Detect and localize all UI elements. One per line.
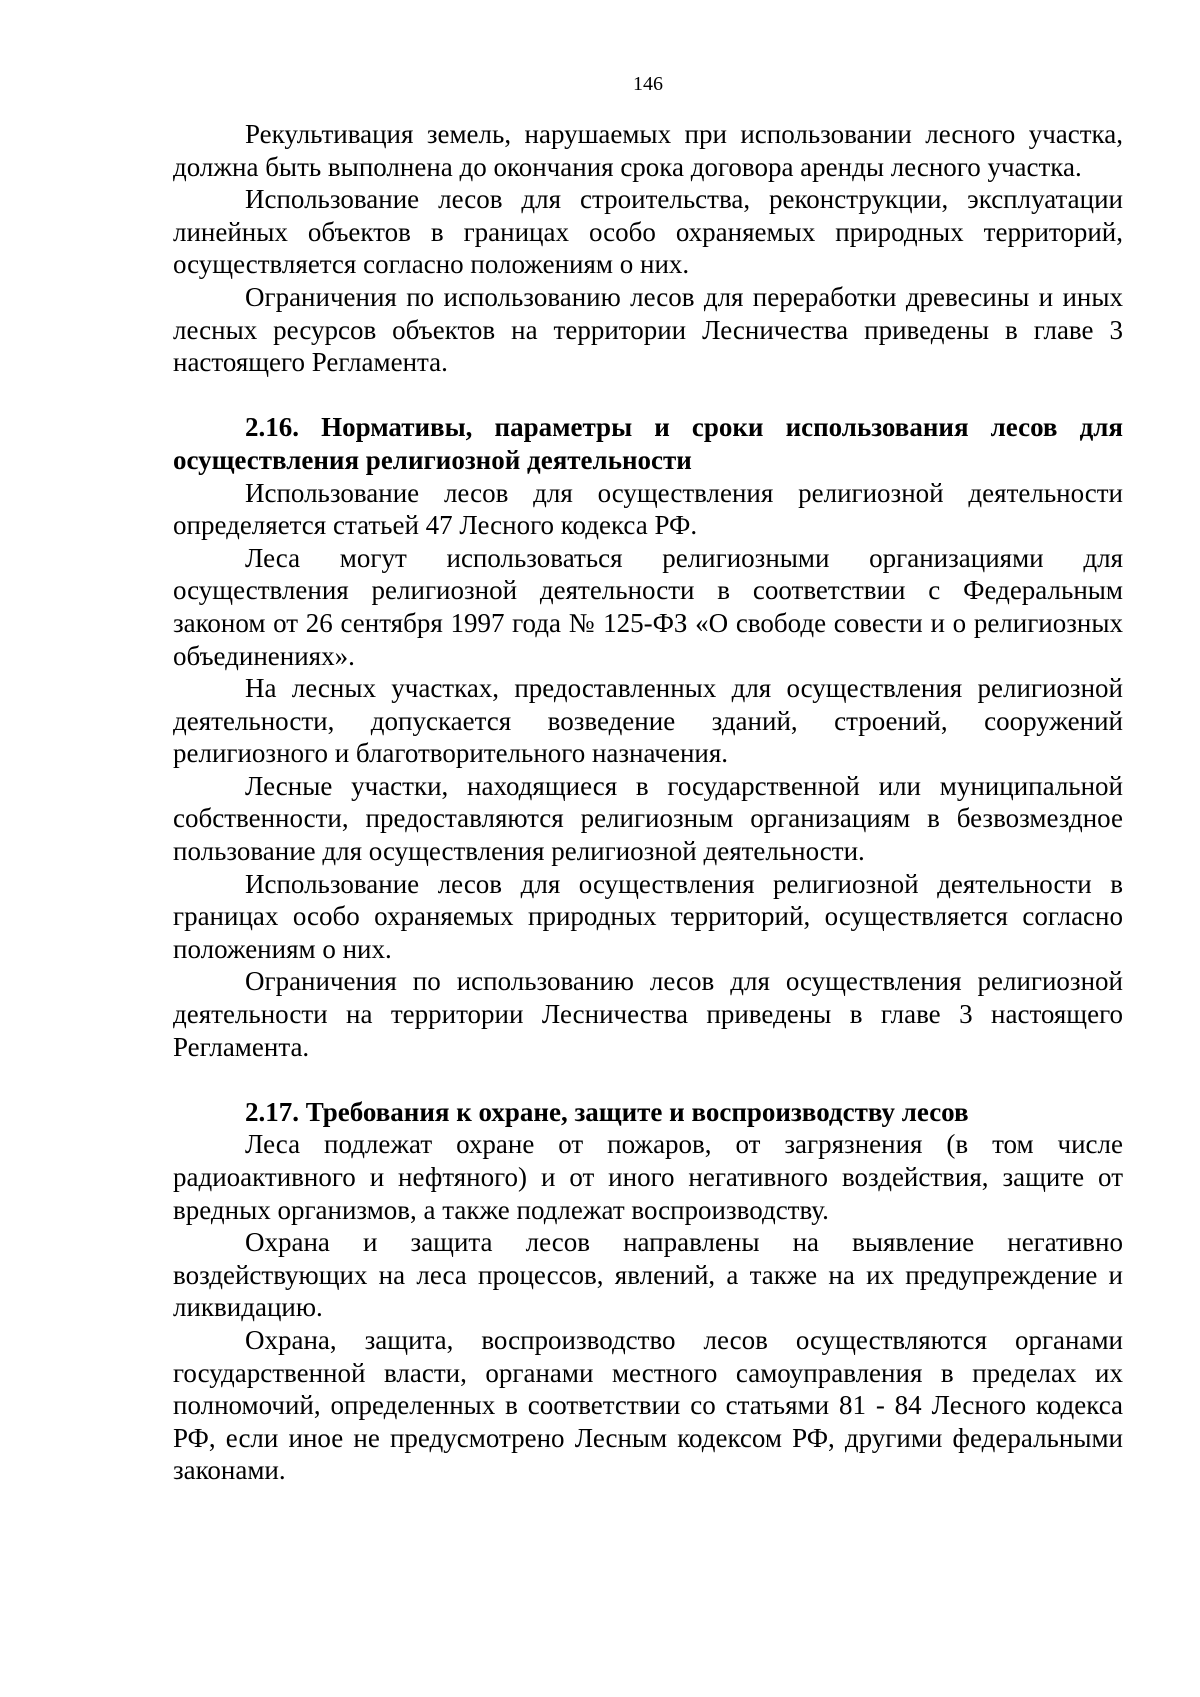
paragraph: Леса могут использоваться религиозными организациями для осуществления религиозной деятельности в соответствии с Федеральным законом от 26 сентября 1997 года № 125-ФЗ «О свободе совести и о религиозных объединениях». <box>173 542 1123 671</box>
paragraph: На лесных участках, предоставленных для осуществления религиозной деятельности, допускается возведение зданий, строений, сооружений религиозного и благотворительного назначения. <box>173 673 1123 769</box>
section-heading: 2.16. Нормативы, параметры и сроки использования лесов для осуществления религиозной деятельности <box>173 412 1123 475</box>
paragraph: Использование лесов для строительства, реконструкции, эксплуатации линейных объектов в границах особо охраняемых природных территорий, осуществляется согласно положениям о них. <box>173 184 1123 280</box>
paragraph: Использование лесов для осуществления религиозной деятельности определяется статьей 47 Лесного кодекса РФ. <box>173 477 1123 541</box>
paragraph: Охрана и защита лесов направлены на выявление негативно воздействующих на леса процессов, явлений, а также на их предупреждение и ликвидацию. <box>173 1227 1123 1323</box>
paragraph: Ограничения по использованию лесов для осуществления религиозной деятельности на территории Лесничества приведены в главе 3 настоящего Регламента. <box>173 966 1123 1062</box>
paragraph: Использование лесов для осуществления религиозной деятельности в границах особо охраняемых природных территорий, осуществляется согласно положениям о них. <box>173 868 1123 964</box>
paragraph: Лесные участки, находящиеся в государственной или муниципальной собственности, предоставляются религиозным организациям в безвозмездное пользование для осуществления религиозной деятельности. <box>173 770 1123 867</box>
paragraph: Леса подлежат охране от пожаров, от загрязнения (в том числе радиоактивного и нефтяного) и от иного негативного воздействия, защите от вредных организмов, а также подлежат воспроизводству. <box>173 1129 1123 1225</box>
paragraph: Рекультивация земель, нарушаемых при использовании лесного участка, должна быть выполнена до окончания срока договора аренды лесного участка. <box>173 119 1123 182</box>
paragraph: Охрана, защита, воспроизводство лесов осуществляются органами государственной власти, органами местного самоуправления в пределах их полномочий, определенных в соответствии со статьями 81 - 84 Лесного кодекса РФ, если иное не предусмотрено Лесным кодексом РФ, другими федеральными законами. <box>173 1324 1123 1486</box>
document-body <box>173 118 1123 1487</box>
section-heading: 2.17. Требования к охране, защите и воспроизводству лесов <box>245 1096 969 1127</box>
paragraph: Ограничения по использованию лесов для переработки древесины и иных лесных ресурсов объектов на территории Лесничества приведены в главе 3 настоящего Регламента. <box>173 281 1123 378</box>
page-number: 146 <box>633 73 663 95</box>
